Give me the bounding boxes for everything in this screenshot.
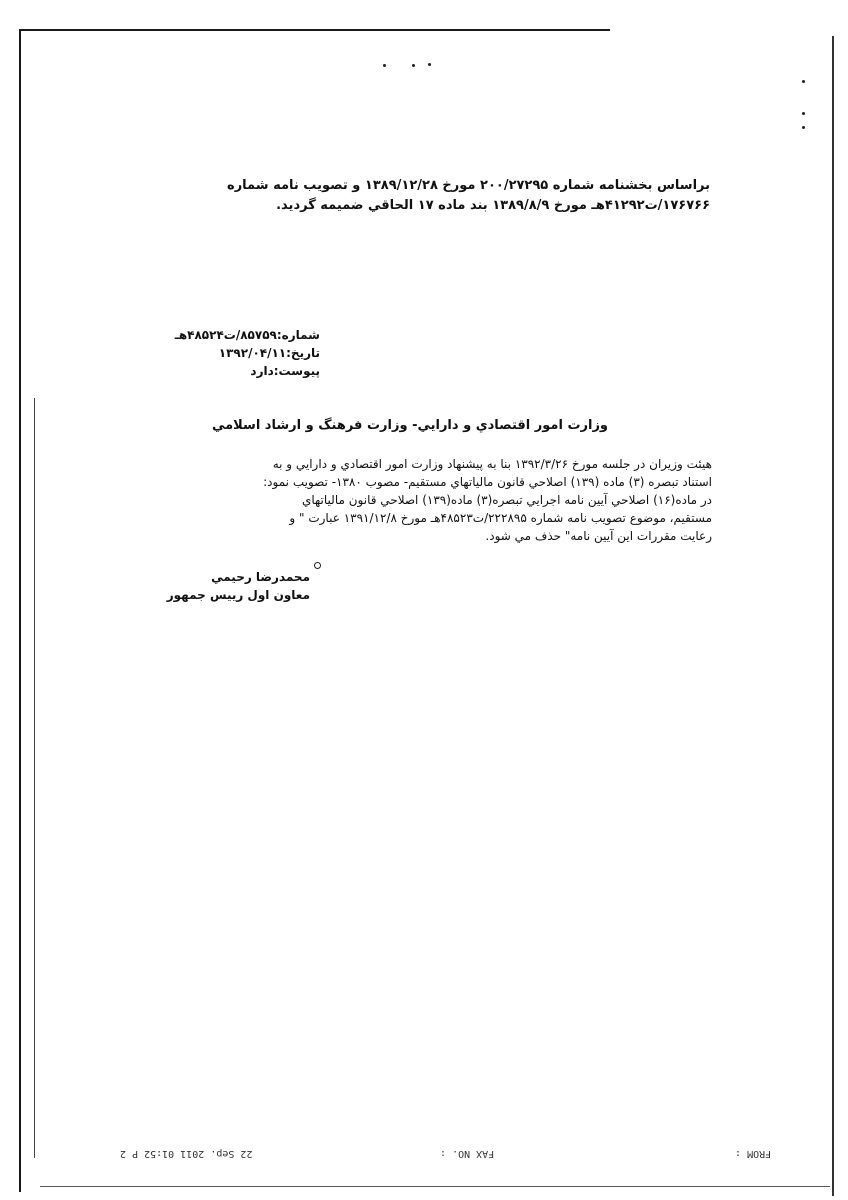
frame-right-line [832, 36, 834, 1196]
signer-name: محمدرضا رحيمي [211, 570, 310, 584]
frame-left-line [19, 29, 21, 1192]
scan-speck [802, 112, 805, 115]
body-line: هيئت وزيران در جلسه مورخ ۱۳۹۲/۳/۲۶ بنا به پيشنهاد وزارت امور اقتصادي و دارايي و به [272, 457, 712, 471]
decree-body [128, 455, 712, 545]
signer-title: معاون اول رييس جمهور [166, 588, 310, 602]
scan-circle-mark [314, 562, 321, 569]
fax-number-label: FAX NO. : [440, 1148, 495, 1159]
intro-line: ۱۷۶۷۶۶/ت۴۱۲۹۲هـ مورخ ۱۳۸۹/۸/۹ بند ماده ۱۷ الحاقي ضميمه گرديد. [276, 198, 710, 213]
scan-artifact-line [34, 398, 35, 1158]
frame-top-line [20, 29, 610, 31]
body-line: استناد تبصره (۳) ماده (۱۳۹) اصلاحي قانون مالياتهاي مستقيم- مصوب ۱۳۸۰- تصويب نمود: [263, 475, 712, 489]
fax-timestamp: 22 Sep. 2011 01:52 P 2 [120, 1148, 253, 1159]
body-line: مستقيم، موضوع تصويب نامه شماره ۲۲۲۸۹۵/ت۴۸۵۲۳هـ مورخ ۱۳۹۱/۱۲/۸ عبارت " و [289, 511, 712, 525]
signature-block [120, 568, 310, 604]
intro-paragraph [130, 176, 710, 216]
intro-line: براساس بخشنامه شماره ۲۰۰/۲۷۲۹۵ مورخ ۱۳۸۹/۱۲/۲۸ و تصویب نامه شماره [227, 178, 710, 193]
fax-from-label: FROM : [735, 1148, 772, 1159]
frame-bottom-line [40, 1186, 830, 1187]
scan-speck [802, 126, 805, 129]
scan-speck [802, 80, 805, 83]
letter-attachment: پيوست:دارد [250, 364, 320, 378]
letter-meta [120, 326, 320, 380]
recipients-heading: وزارت امور اقتصادي و دارايي- وزارت فرهنگ و ارشاد اسلامي [211, 418, 609, 433]
scan-speck [383, 64, 386, 67]
scan-speck [428, 63, 431, 66]
scan-speck [412, 64, 415, 67]
body-line: رعايت مقررات اين آيين نامه" حذف مي شود. [485, 529, 712, 543]
letter-date: تاريخ:۱۳۹۲/۰۴/۱۱ [218, 346, 320, 360]
letter-number: شماره:۸۵۷۵۹/ت۴۸۵۲۴هـ [174, 328, 320, 342]
body-line: در ماده(۱۶) اصلاحي آيين نامه اجرايي تبصره(۳) ماده(۱۳۹) اصلاحي قانون مالياتهاي [301, 493, 712, 507]
